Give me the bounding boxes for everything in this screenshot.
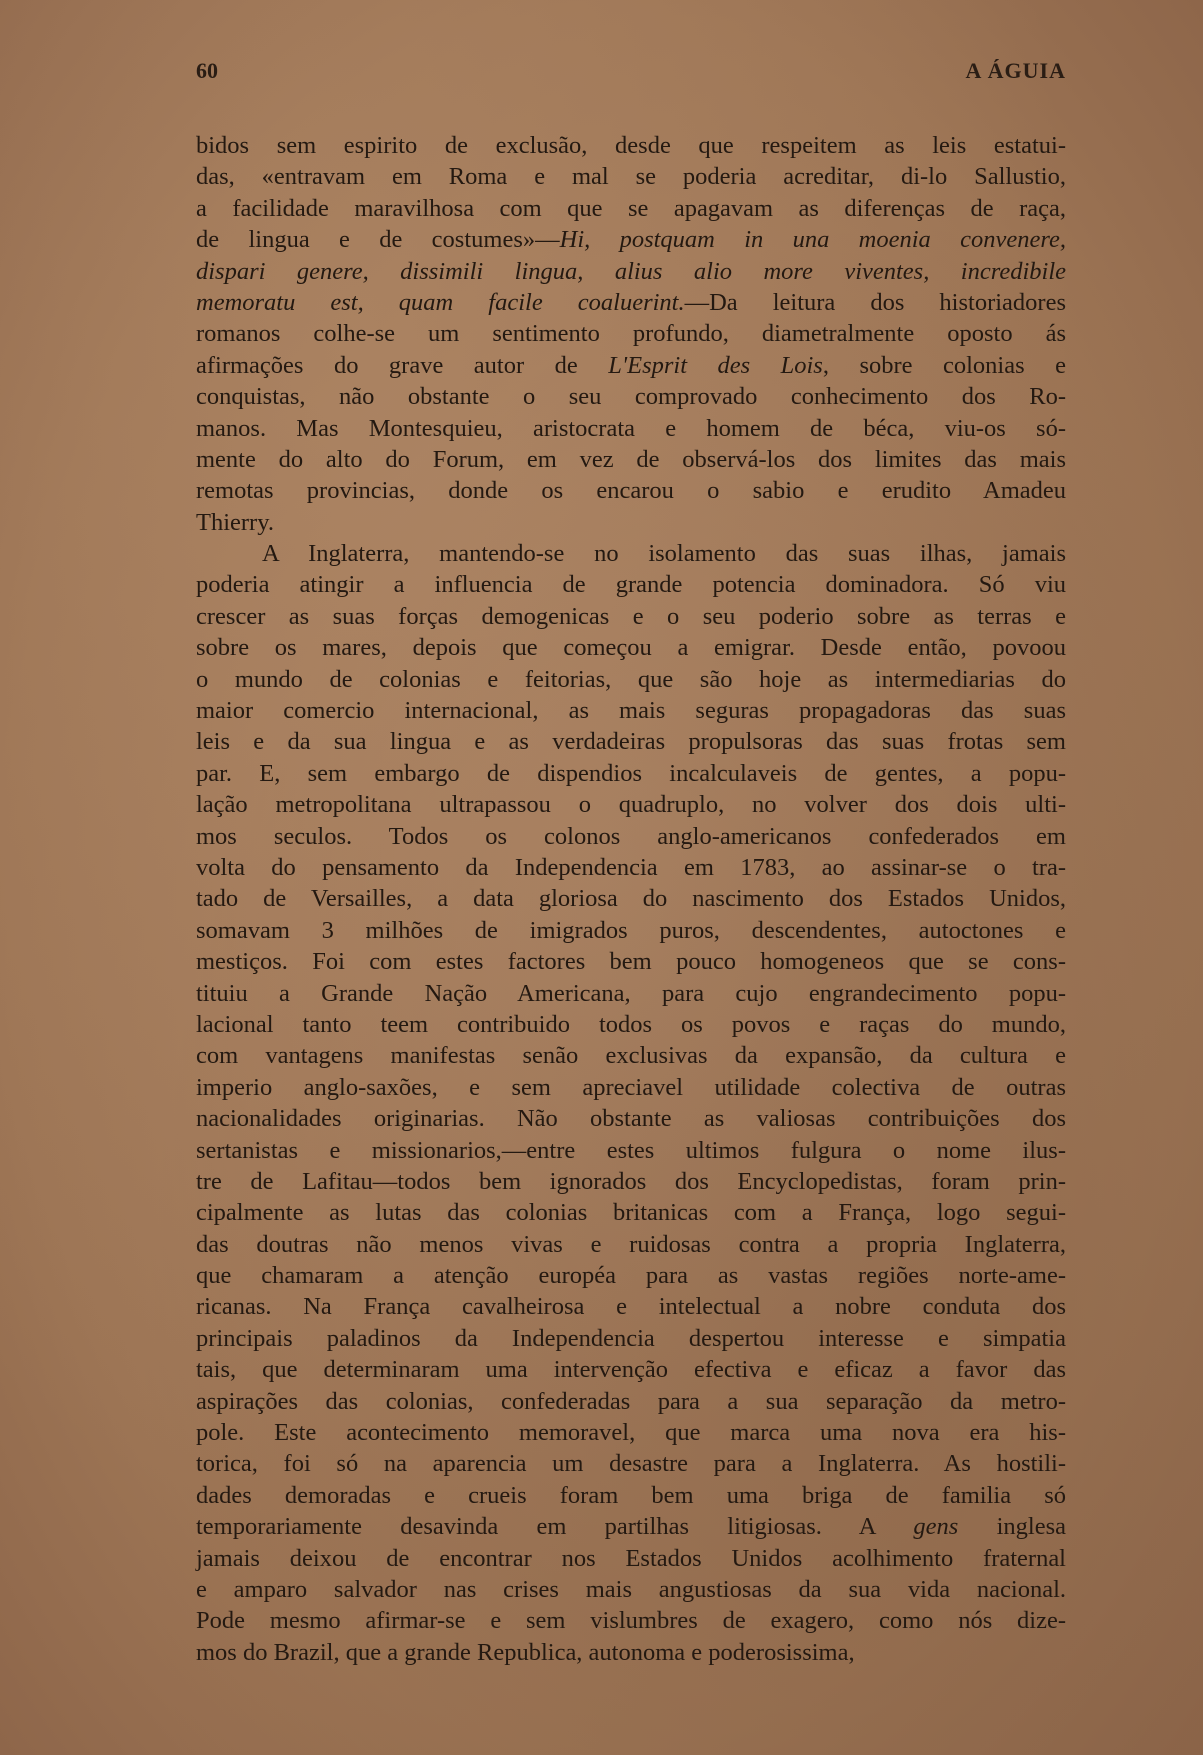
text-line: [196, 161, 1066, 192]
text-segment: mestiços. Foi com estes factores bem pouco homogeneos que se cons-: [196, 948, 1066, 976]
text-segment: mos seculos. Todos os colonos anglo-americanos confederados em: [196, 822, 1066, 850]
text-segment: tituiu a Grande Nação Americana, para cujo engrandecimento popu-: [196, 979, 1066, 1007]
text-line: [196, 256, 1066, 287]
text-line: [196, 350, 1066, 381]
text-line: [196, 789, 1066, 820]
text-line: [196, 1103, 1066, 1134]
text-segment: dades demoradas e crueis foram bem uma briga de familia só: [196, 1481, 1066, 1509]
text-line: [196, 852, 1066, 883]
text-segment: de lingua e de costumes»—: [196, 226, 560, 254]
text-line: [196, 1637, 1066, 1668]
text-segment: pole. Este acontecimento memoravel, que marca uma nova era his-: [196, 1419, 1066, 1447]
text-segment: Pode mesmo afirmar-se e sem vislumbres de exagero, como nós dize-: [196, 1607, 1066, 1635]
text-segment: crescer as suas forças demogenicas e o seu poderio sobre as terras e: [196, 602, 1066, 630]
text-line: [196, 1197, 1066, 1228]
text-segment: das doutras não menos vivas e ruidosas contra a propria Inglaterra,: [196, 1230, 1066, 1258]
text-segment: cipalmente as lutas das colonias britanicas com a França, logo segui-: [196, 1199, 1066, 1227]
text-line: [196, 538, 1066, 569]
text-line: [196, 821, 1066, 852]
text-segment: mos do Brazil, que a grande Republica, autonoma e poderosissima,: [196, 1638, 855, 1666]
text-line: [196, 946, 1066, 977]
text-segment: romanos colhe-se um sentimento profundo, diametralmente oposto ás: [196, 320, 1066, 348]
text-line: [196, 1260, 1066, 1291]
italic-text: memoratu est, quam facile coaluerint.: [196, 288, 685, 316]
text-segment: lação metropolitana ultrapassou o quadruplo, no volver dos dois ulti-: [196, 791, 1066, 819]
text-segment: com vantagens manifestas senão exclusivas da expansão, da cultura e: [196, 1042, 1066, 1070]
text-line: [196, 224, 1066, 255]
text-line: [196, 1543, 1066, 1574]
text-segment: que chamaram a atenção européa para as vastas regiões norte-ame-: [196, 1262, 1066, 1290]
page-header: [196, 52, 1066, 92]
text-segment: Thierry.: [196, 508, 274, 536]
text-segment: e amparo salvador nas crises mais angustiosas da sua vida nacional.: [196, 1575, 1066, 1603]
text-line: [196, 569, 1066, 600]
text-segment: poderia atingir a influencia de grande potencia dominadora. Só viu: [196, 571, 1066, 599]
text-line: [196, 1386, 1066, 1417]
italic-text: dispari genere, dissimili lingua, alius alio more viventes, incredibile: [196, 257, 1066, 285]
text-segment: torica, foi só na aparencia um desastre para a Inglaterra. As hostili-: [196, 1450, 1066, 1478]
text-segment: a facilidade maravilhosa com que se apagavam as diferenças de raça,: [196, 194, 1066, 222]
text-segment: conquistas, não obstante o seu comprovado conhecimento dos Ro-: [196, 383, 1066, 411]
text-segment: bidos sem espirito de exclusão, desde que respeitem as leis estatui-: [196, 132, 1066, 159]
text-line: [196, 1511, 1066, 1542]
text-segment: —Da leitura dos historiadores: [684, 288, 1066, 316]
text-line: [196, 632, 1066, 663]
text-line: [196, 1166, 1066, 1197]
text-line: [196, 1291, 1066, 1322]
text-line: [196, 695, 1066, 726]
text-line: [196, 507, 1066, 538]
text-line: [196, 193, 1066, 224]
text-line: [196, 381, 1066, 412]
text-line: [196, 1354, 1066, 1385]
text-line: [196, 1448, 1066, 1479]
text-segment: lacional tanto teem contribuido todos os povos e raças do mundo,: [196, 1010, 1066, 1038]
text-segment: mente do alto do Forum, em vez de observá-los dos limites das mais: [196, 445, 1066, 473]
text-line: [196, 1417, 1066, 1448]
text-segment: principais paladinos da Independencia despertou interesse e simpatia: [196, 1324, 1066, 1352]
text-line: [196, 1480, 1066, 1511]
text-line: [196, 413, 1066, 444]
text-line: [196, 1605, 1066, 1636]
text-segment: das, «entravam em Roma e mal se poderia acreditar, di-lo Sallustio,: [196, 163, 1066, 191]
text-line: [196, 726, 1066, 757]
text-segment: tado de Versailles, a data gloriosa do nascimento dos Estados Unidos,: [196, 885, 1066, 913]
text-segment: , sobre colonias e: [822, 351, 1066, 379]
text-segment: nacionalidades originarias. Não obstante as valiosas contribuições dos: [196, 1105, 1066, 1133]
text-line: [196, 444, 1066, 475]
text-segment: ricanas. Na França cavalheirosa e intelectual a nobre conduta dos: [196, 1293, 1066, 1321]
text-line: [196, 1323, 1066, 1354]
body-text: [196, 130, 1066, 1668]
text-segment: tais, que determinaram uma intervenção efectiva e eficaz a favor das: [196, 1356, 1066, 1384]
italic-text: Hi, postquam in una moenia convenere,: [559, 226, 1066, 254]
text-segment: sobre os mares, depois que começou a emigrar. Desde então, povoou: [196, 634, 1066, 662]
text-line: [196, 1135, 1066, 1166]
text-segment: tre de Lafitau—todos bem ignorados dos Encyclopedistas, foram prin-: [196, 1167, 1066, 1195]
text-line: [196, 1072, 1066, 1103]
text-line: [196, 883, 1066, 914]
text-line: [196, 601, 1066, 632]
text-line: [196, 475, 1066, 506]
text-line: [196, 1040, 1066, 1071]
text-line: [196, 318, 1066, 349]
text-line: [196, 915, 1066, 946]
text-segment: maior comercio internacional, as mais seguras propagadoras das suas: [196, 697, 1066, 725]
text-line: [196, 130, 1066, 161]
text-segment: afirmações do grave autor de: [196, 351, 609, 379]
running-head: A ÁGUIA: [965, 58, 1066, 83]
text-segment: jamais deixou de encontrar nos Estados Unidos acolhimento fraternal: [196, 1544, 1066, 1572]
text-segment: remotas provincias, donde os encarou o sabio e erudito Amadeu: [196, 477, 1066, 505]
text-segment: par. E, sem embargo de dispendios incalculaveis de gentes, a popu-: [196, 759, 1066, 787]
text-segment: A Inglaterra, mantendo-se no isolamento das suas ilhas, jamais: [262, 540, 1066, 568]
text-segment: o mundo de colonias e feitorias, que são hoje as intermediarias do: [196, 665, 1066, 693]
text-line: [196, 978, 1066, 1009]
text-line: [196, 664, 1066, 695]
page-number: 60: [196, 58, 218, 83]
text-segment: temporariamente desavinda em partilhas litigiosas. A: [196, 1513, 914, 1541]
italic-text: L'Esprit des Lois: [608, 351, 823, 379]
text-segment: sertanistas e missionarios,—entre estes ultimos fulgura o nome ilus-: [196, 1136, 1066, 1164]
text-line: [196, 758, 1066, 789]
text-segment: somavam 3 milhões de imigrados puros, descendentes, autoctones e: [196, 916, 1066, 944]
text-line: [196, 1574, 1066, 1605]
text-line: [196, 1229, 1066, 1260]
italic-text: gens: [913, 1513, 959, 1541]
text-line: [196, 287, 1066, 318]
text-segment: inglesa: [958, 1513, 1066, 1541]
text-segment: volta do pensamento da Independencia em 1783, ao assinar-se o tra-: [196, 853, 1066, 881]
text-segment: manos. Mas Montesquieu, aristocrata e homem de béca, viu-os só-: [196, 414, 1066, 442]
text-line: [196, 1009, 1066, 1040]
text-segment: leis e da sua lingua e as verdadeiras propulsoras das suas frotas sem: [196, 728, 1066, 756]
text-segment: imperio anglo-saxões, e sem apreciavel utilidade colectiva de outras: [196, 1073, 1066, 1101]
text-segment: aspirações das colonias, confederadas para a sua separação da metro-: [196, 1387, 1066, 1415]
